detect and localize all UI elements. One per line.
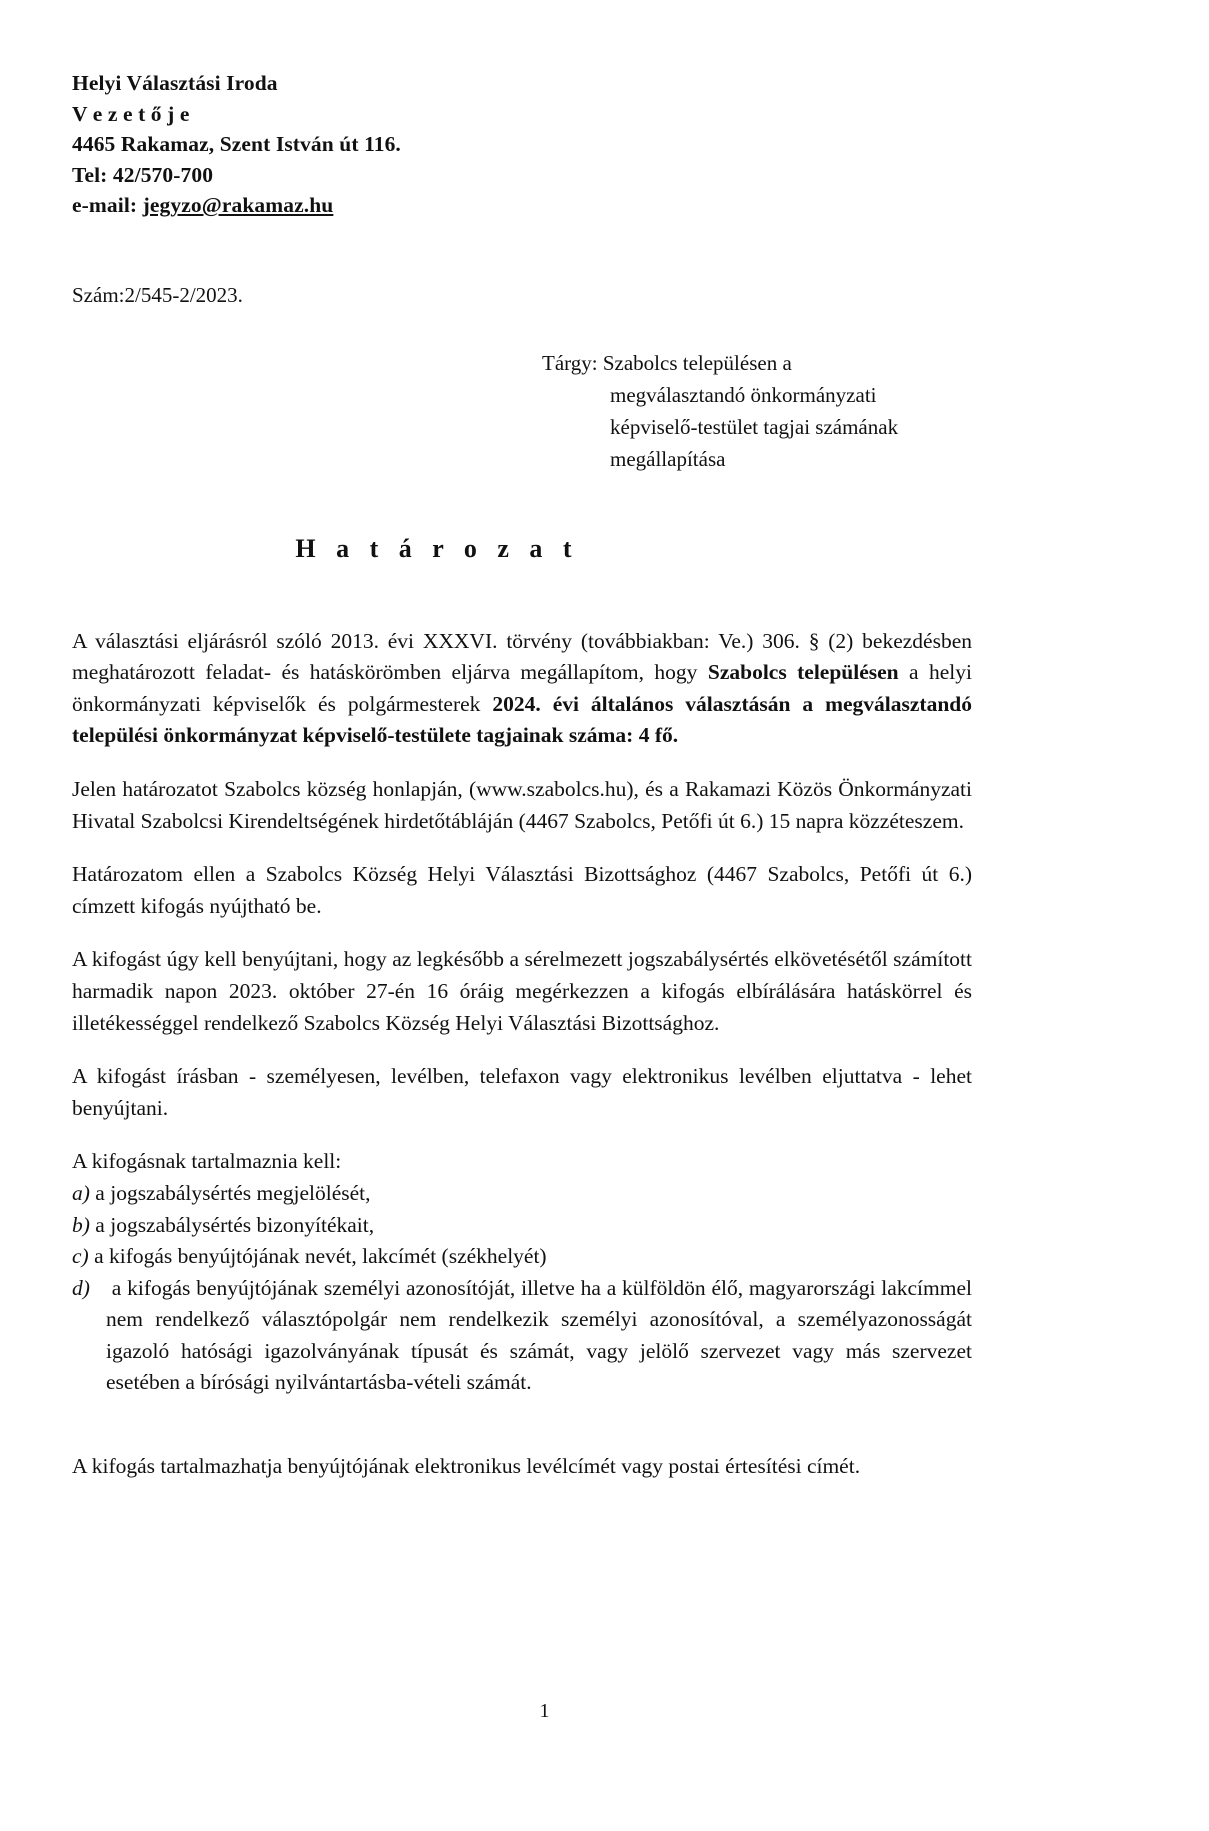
- subject-line-2: megválasztandó önkormányzati: [610, 382, 877, 407]
- list-item-text: a jogszabálysértés bizonyítékait,: [89, 1212, 375, 1237]
- list-item-text: a jogszabálysértés megjelölését,: [89, 1180, 371, 1205]
- list-item: [72, 1210, 972, 1242]
- document-content: [72, 68, 972, 1504]
- letterhead-office-name: Helyi Választási Iroda: [72, 71, 278, 95]
- list-item-marker: a): [72, 1180, 90, 1205]
- list-item: [72, 1273, 972, 1399]
- paragraph-publication: Jelen határozatot Szabolcs község honlapján, (www.szabolcs.hu), és a Rakamazi Közös Önkormányzati Hivatal Szabolcsi Kirendeltségének hirdetőtábláján (4467 Szabolcs, Petőfi út 6.) 15 napra közzéteszem.: [72, 776, 972, 833]
- decision-text-middle: a helyi önkormányzati képviselők és polgármesterek: [72, 660, 972, 716]
- subject-line-4: megállapítása: [610, 446, 726, 471]
- letterhead-email-label: e-mail:: [72, 193, 143, 218]
- requirements-list: [72, 1178, 972, 1399]
- document-title: H a t á r o z a t: [295, 533, 579, 563]
- list-item-marker: b): [72, 1212, 90, 1237]
- reference-number: Szám:2/545-2/2023.: [72, 282, 243, 307]
- letterhead: [72, 68, 972, 221]
- list-intro: A kifogásnak tartalmaznia kell:: [72, 1149, 342, 1174]
- subject-block: [542, 348, 962, 476]
- list-item: [72, 1178, 972, 1210]
- paragraph-decision: [72, 626, 972, 752]
- paragraph-submission-form: A kifogást írásban - személyesen, levélben, telefaxon vagy elektronikus levélben eljuttatva - lehet benyújtani.: [72, 1064, 972, 1120]
- letterhead-address: 4465 Rakamaz, Szent István út 116.: [72, 132, 401, 157]
- list-item-marker: d): [72, 1275, 90, 1300]
- letterhead-office-role: V e z e t ő j e: [72, 101, 190, 126]
- subject-label-line: Tárgy: Szabolcs településen a: [542, 350, 792, 375]
- letterhead-email-line: [72, 190, 972, 221]
- paragraph-appeal: Határozatom ellen a Szabolcs Község Helyi Választási Bizottsághoz (4467 Szabolcs, Petőfi út 6.) címzett kifogás nyújtható be.: [72, 862, 972, 918]
- list-item-text: a kifogás benyújtójának személyi azonosítóját, illetve ha a külföldön élő, magyarországi lakcímmel nem rendelkező választópolgár nem rendelkezik személyi azonosítóval, a személyazonosságát igazoló hatósági igazolványának típusát és számát, vagy jelölő szervezet vagy más szervezet esetében a bírósági nyilvántartásba-vételi számát.: [106, 1275, 972, 1395]
- list-item-marker: c): [72, 1244, 89, 1269]
- list-item: [72, 1241, 972, 1273]
- document-body: [72, 626, 972, 1483]
- paragraph-deadline: A kifogást úgy kell benyújtani, hogy az legkésőbb a sérelmezett jogszabálysértés elkövetésétől számított harmadik napon 2023. október 27-én 16 óráig megérkezzen a kifogás elbírálására hatáskörrel és illetékességgel rendelkező Szabolcs Község Helyi Választási Bizottsághoz.: [72, 947, 972, 1035]
- page-number: 1: [539, 1700, 550, 1722]
- list-item-text: a kifogás benyújtójának nevét, lakcímét (székhelyét): [88, 1244, 547, 1269]
- decision-emphasis-settlement: Szabolcs településen: [707, 660, 899, 685]
- letterhead-email-link[interactable]: jegyzo@rakamaz.hu: [142, 193, 334, 218]
- decision-text-intro: A választási eljárásról szóló 2013. évi XXXVI. törvény (továbbiakban: Ve.) 306. § (2) bekezdésben meghatározott feladat- és hatáskörömben eljárva megállapítom, hogy: [72, 628, 972, 685]
- subject-line-3: képviselő-testület tagjai számának: [610, 414, 899, 439]
- letterhead-phone: Tel: 42/570-700: [72, 162, 214, 187]
- paragraph-optional-content: A kifogás tartalmazhatja benyújtójának elektronikus levélcímét vagy postai értesítési címét.: [72, 1454, 861, 1479]
- decision-emphasis-result: 2024. évi általános választásán a megválasztandó települési önkormányzat képviselő-testülete tagjainak száma: 4 fő.: [72, 691, 972, 748]
